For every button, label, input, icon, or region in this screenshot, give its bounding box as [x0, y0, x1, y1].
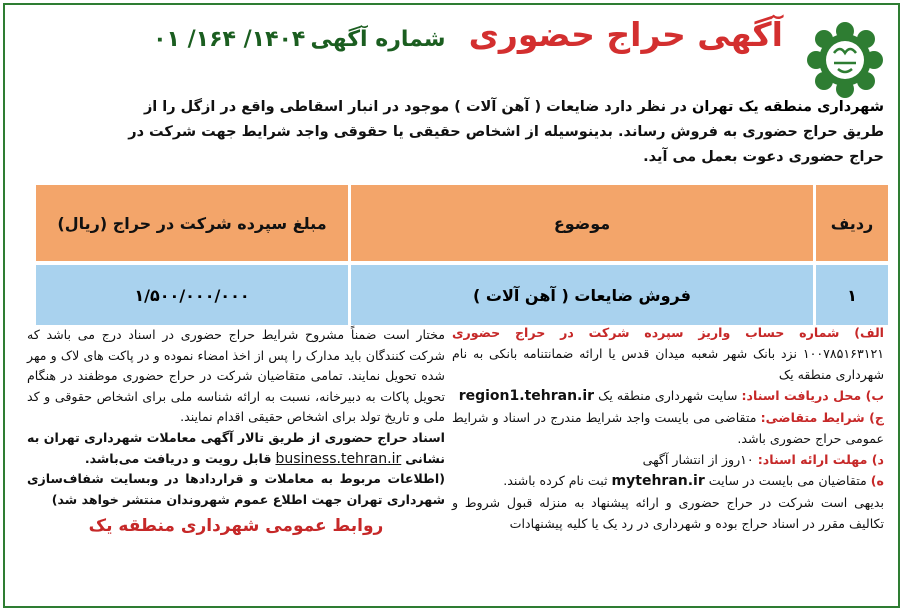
condition-d-heading: د) مهلت ارائه اسناد:: [757, 452, 884, 467]
condition-d-text: ۱۰روز از انتشار آگهی: [642, 452, 754, 467]
ad-header: [148, 15, 788, 54]
tehran-municipality-logo-icon: [804, 19, 886, 101]
condition-f-text: بدیهی است شرکت در حراج حضوری و ارائه پیشنهاد به منزله قبول شروط و تکالیف مقرر در اسناد حراج بوده و شهرداری در رد یک یا کلیه پیشنهادات: [452, 495, 884, 531]
auction-items-table: [33, 185, 888, 325]
condition-e-heading: ه): [870, 473, 884, 488]
header-radif: ردیف: [815, 185, 889, 263]
condition-e-text-1: متقاضیان می بایست در سایت: [708, 473, 867, 488]
intro-org: شهرداری منطقه یک تهران: [692, 99, 884, 115]
condition-a-heading: الف) شماره حساب واریز سپرده شرکت در حراج حضوری: [452, 325, 884, 340]
intro-paragraph: [114, 95, 884, 170]
ad-title: آگهی حراج حضوری: [468, 15, 783, 54]
condition-e-text-2: ثبت نام کرده باشند.: [503, 473, 608, 488]
condition-c-heading: ج) شرایط متقاضی:: [760, 410, 884, 425]
terms-paragraph-2a: اسناد حراج حضوری از طریق تالار آگهی معاملات شهرداری تهران به نشانی: [27, 429, 445, 466]
cell-deposit: ۱/۵۰۰/۰۰۰/۰۰۰: [35, 263, 350, 325]
table-row: [35, 263, 889, 325]
header-deposit: مبلغ سپرده شرکت در حراج (ریال): [35, 185, 350, 263]
condition-b-text: سایت شهرداری منطقه یک: [598, 388, 738, 403]
terms-paragraph-2b: قابل رویت و دریافت می‌باشد.: [84, 450, 272, 466]
terms-column: [27, 325, 445, 537]
condition-e-site: mytehran.ir: [611, 473, 705, 489]
business-site-link[interactable]: business.tehran.ir: [275, 450, 402, 467]
condition-b-site: region1.tehran.ir: [458, 388, 595, 404]
ad-number-label: شماره آگهی: [310, 27, 446, 52]
cell-radif: ۱: [815, 263, 889, 325]
condition-a-text: ۱۰۰۷۸۵۱۶۳۱۲۱ نزد بانک شهر شعبه میدان قدس یا ارائه ضمانتنامه بانکی به نام شهرداری منطقه یک: [452, 346, 884, 382]
table-header-row: [35, 185, 889, 263]
condition-b-heading: ب) محل دریافت اسناد:: [741, 388, 884, 403]
cell-subject: فروش ضایعات ( آهن آلات ): [350, 263, 815, 325]
public-relations-signature: روابط عمومی شهرداری منطقه یک: [88, 516, 384, 537]
condition-c-text: متقاضی می بایست واجد شرایط مندرج در اسناد و شرایط عمومی حراج حضوری باشد.: [452, 410, 884, 446]
newspaper-ad: [3, 3, 900, 608]
conditions-column: [452, 322, 884, 534]
terms-paragraph-3: (اطلاعات مربوط به معاملات و قراردادها در وبسایت شفاف‌سازی شهرداری تهران جهت اطلاع عموم شهروندان منتشر خواهد شد): [27, 471, 445, 507]
header-subject: موضوع: [350, 185, 815, 263]
intro-text: در نظر دارد ضایعات ( آهن آلات ) موجود در انبار اسقاطی واقع در ازگل را از طریق حراج حضوری به فروش رساند. بدینوسیله از اشخاص حقیقی یا حقوقی واجد شرایط جهت شرکت در حراج حضوری دعوت بعمل می آید.: [128, 99, 884, 165]
ad-number: ۱۴۰۴/ ۱۶۴/ ۰۱: [153, 27, 306, 52]
terms-paragraph-1: مختار است ضمناً مشروح شرایط حراج حضوری در اسناد درج می باشد که شرکت کنندگان باید مدارک را پس از اخذ امضاء نموده و در پاکت های لاک و مهر شده تحویل نمایند. تمامی متقاضیان شرکت در حراج حضوری موظفند در هنگام تحویل پاکات به دبیرخانه، نسبت به ارائه شناسه ملی برای اشخاص حقوقی و کد ملی و تاریخ تولد برای اشخاص حقیقی اقدام نمایند.: [27, 327, 445, 425]
